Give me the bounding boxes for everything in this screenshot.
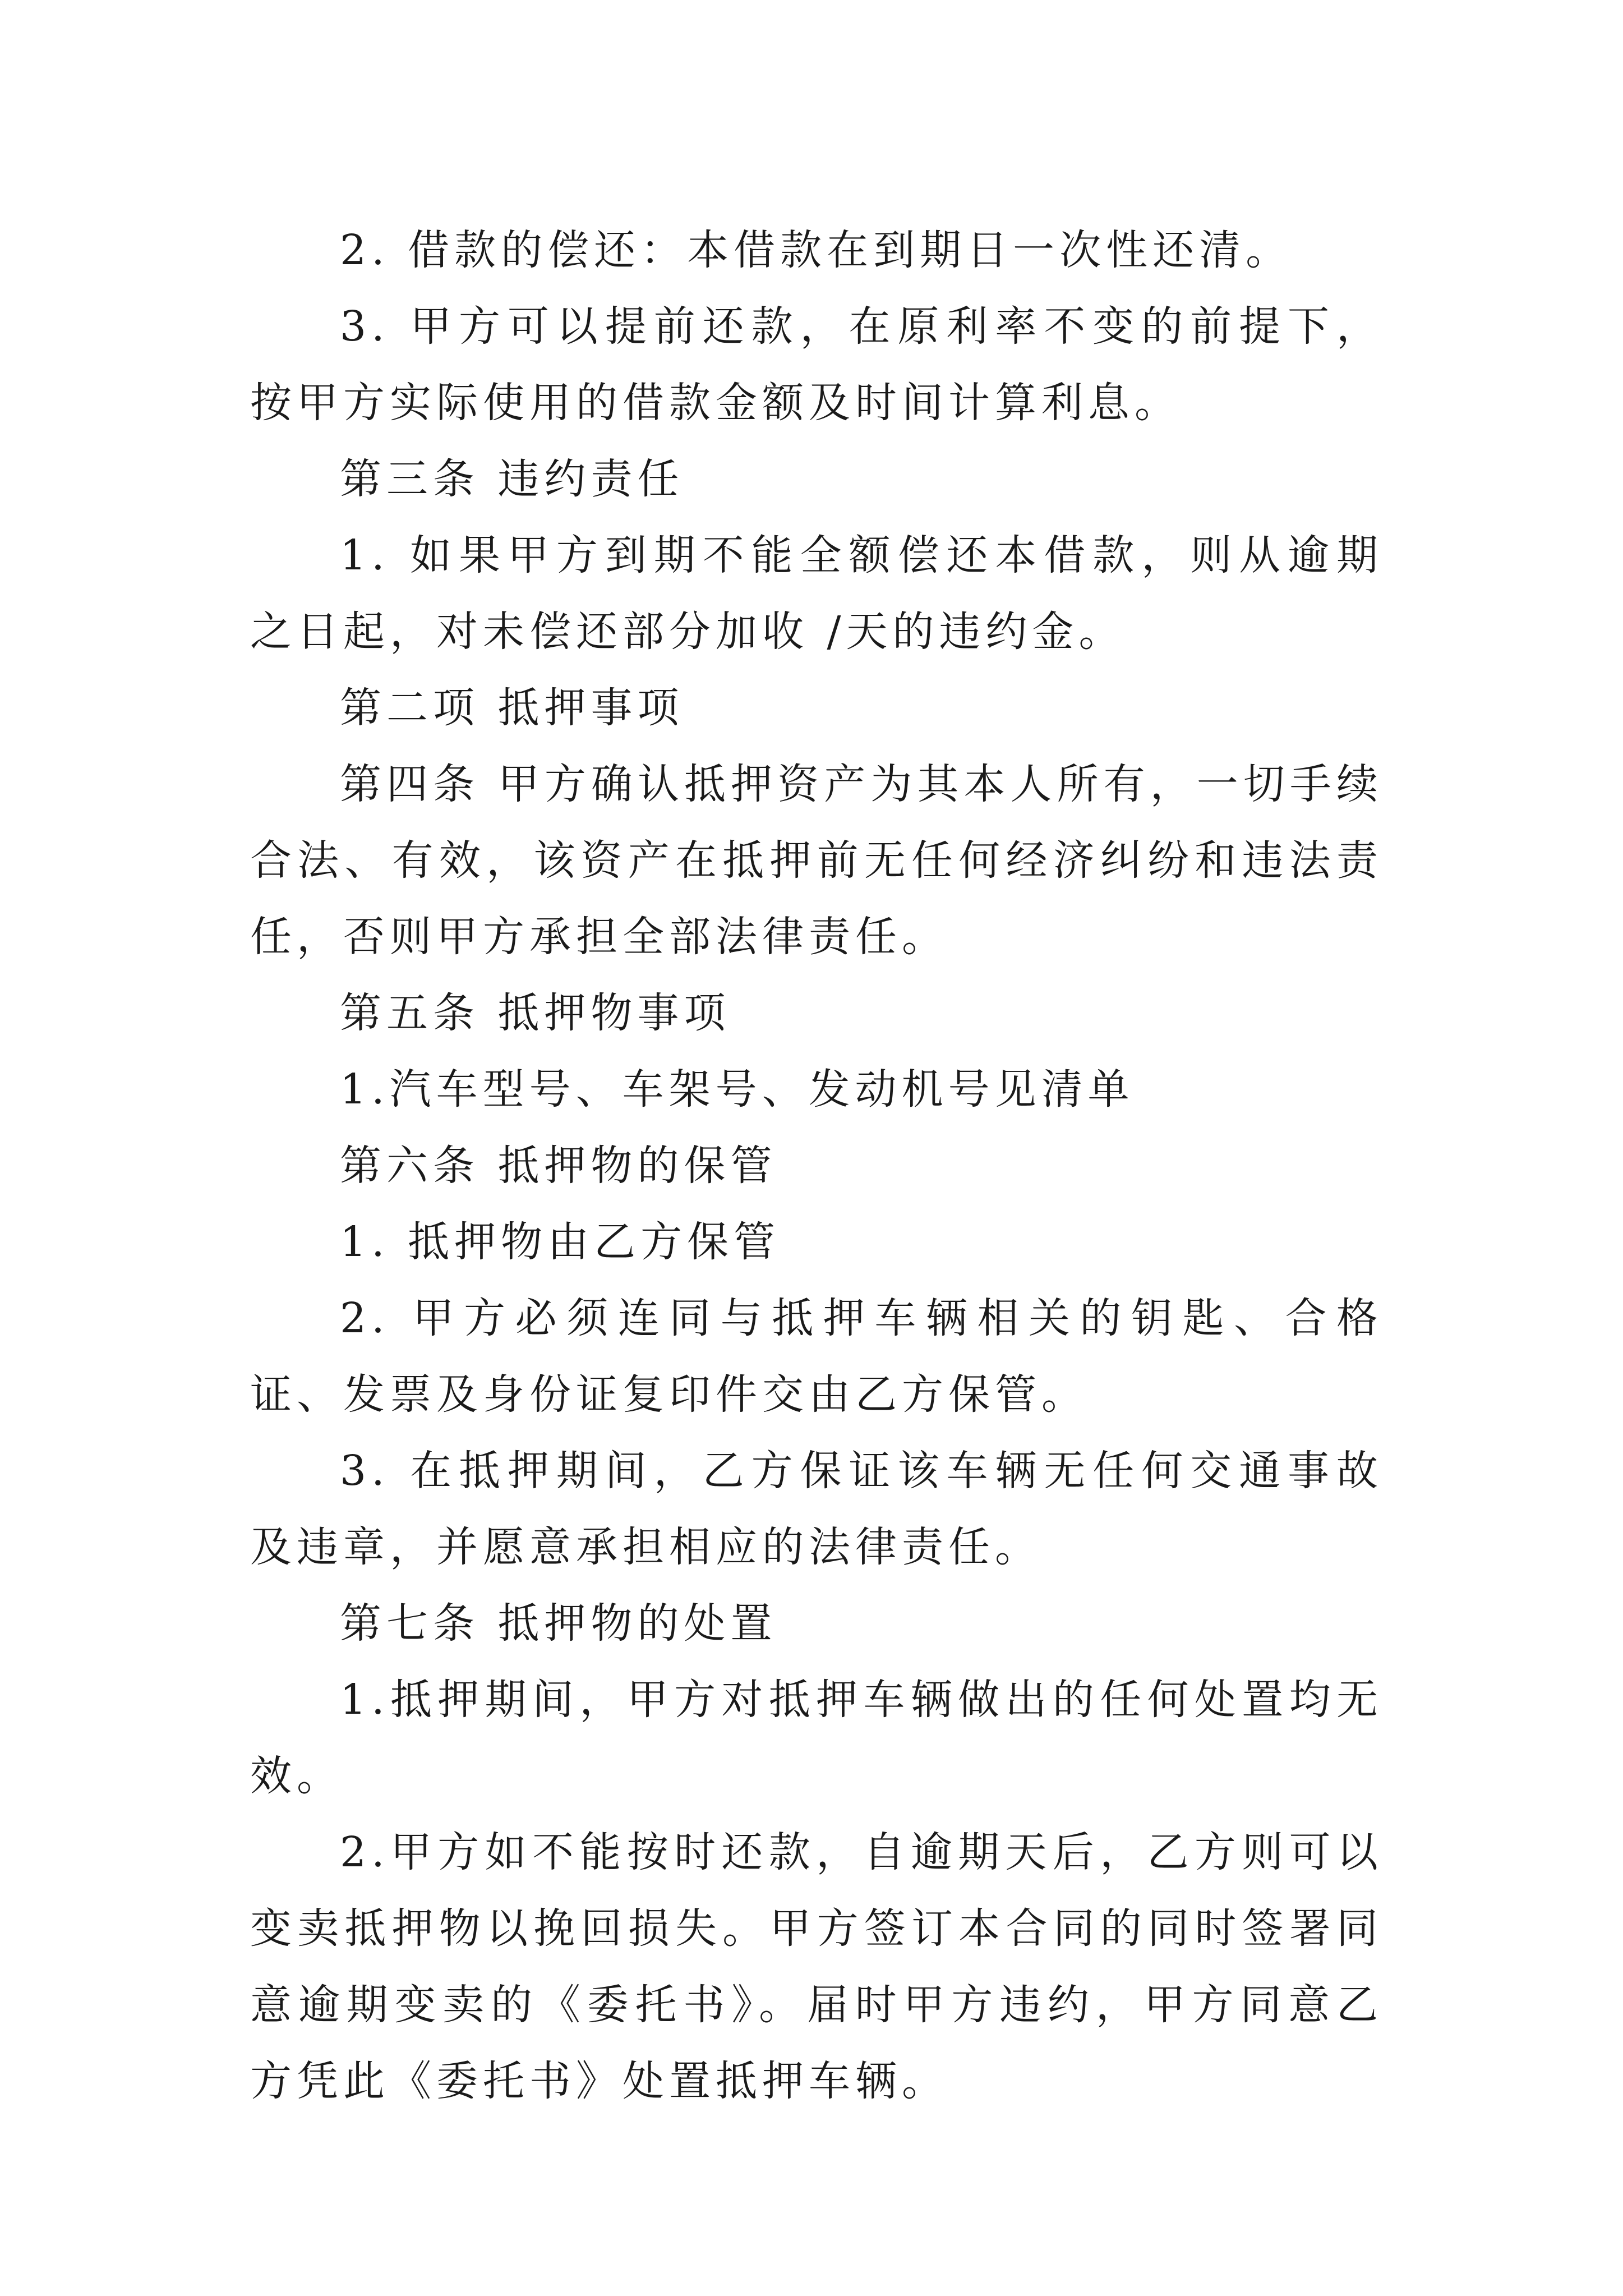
document-body [250, 212, 1383, 2119]
heading-article-6: 第六条 抵押物的保管 [340, 1142, 777, 1190]
paragraph-repayment: 2. 借款的偿还：本借款在到期日一次性还清。 [340, 226, 1293, 274]
heading-section-2: 第二项 抵押事项 [340, 684, 684, 732]
paragraph-liability: 3. 在抵押期间，乙方保证该车辆无任何交通事故及违章，并愿意承担相应的法律责任。 [250, 1447, 1383, 1571]
paragraph-default-penalty: 1. 如果甲方到期不能全额偿还本借款，则从逾期之日起，对未偿还部分加收 /天的违约金。 [250, 531, 1383, 656]
paragraph-article-4: 第四条 甲方确认抵押资产为其本人所有，一切手续合法、有效，该资产在抵押前无任何经济纠纷和违法责任，否则甲方承担全部法律责任。 [250, 760, 1383, 961]
heading-article-7: 第七条 抵押物的处置 [340, 1599, 777, 1648]
paragraph-custody: 1. 抵押物由乙方保管 [340, 1218, 781, 1266]
paragraph-disposal-sale: 2.甲方如不能按时还款，自逾期天后，乙方则可以变卖抵押物以挽回损失。甲方签订本合同的同时签署同意逾期变卖的《委托书》。届时甲方违约，甲方同意乙方凭此《委托书》处置抵押车辆。 [250, 1828, 1383, 2105]
paragraph-early-repayment: 3. 甲方可以提前还款，在原利率不变的前提下，按甲方实际使用的借款金额及时间计算利息。 [250, 302, 1383, 427]
heading-article-5: 第五条 抵押物事项 [340, 989, 731, 1037]
paragraph-documents-handover: 2. 甲方必须连同与抵押车辆相关的钥匙、合格证、发票及身份证复印件交由乙方保管。 [250, 1294, 1383, 1419]
heading-article-3: 第三条 违约责任 [340, 455, 684, 503]
paragraph-disposal-invalid: 1.抵押期间，甲方对抵押车辆做出的任何处置均无效。 [250, 1676, 1383, 1800]
paragraph-vehicle-details: 1.汽车型号、车架号、发动机号见清单 [340, 1065, 1135, 1114]
